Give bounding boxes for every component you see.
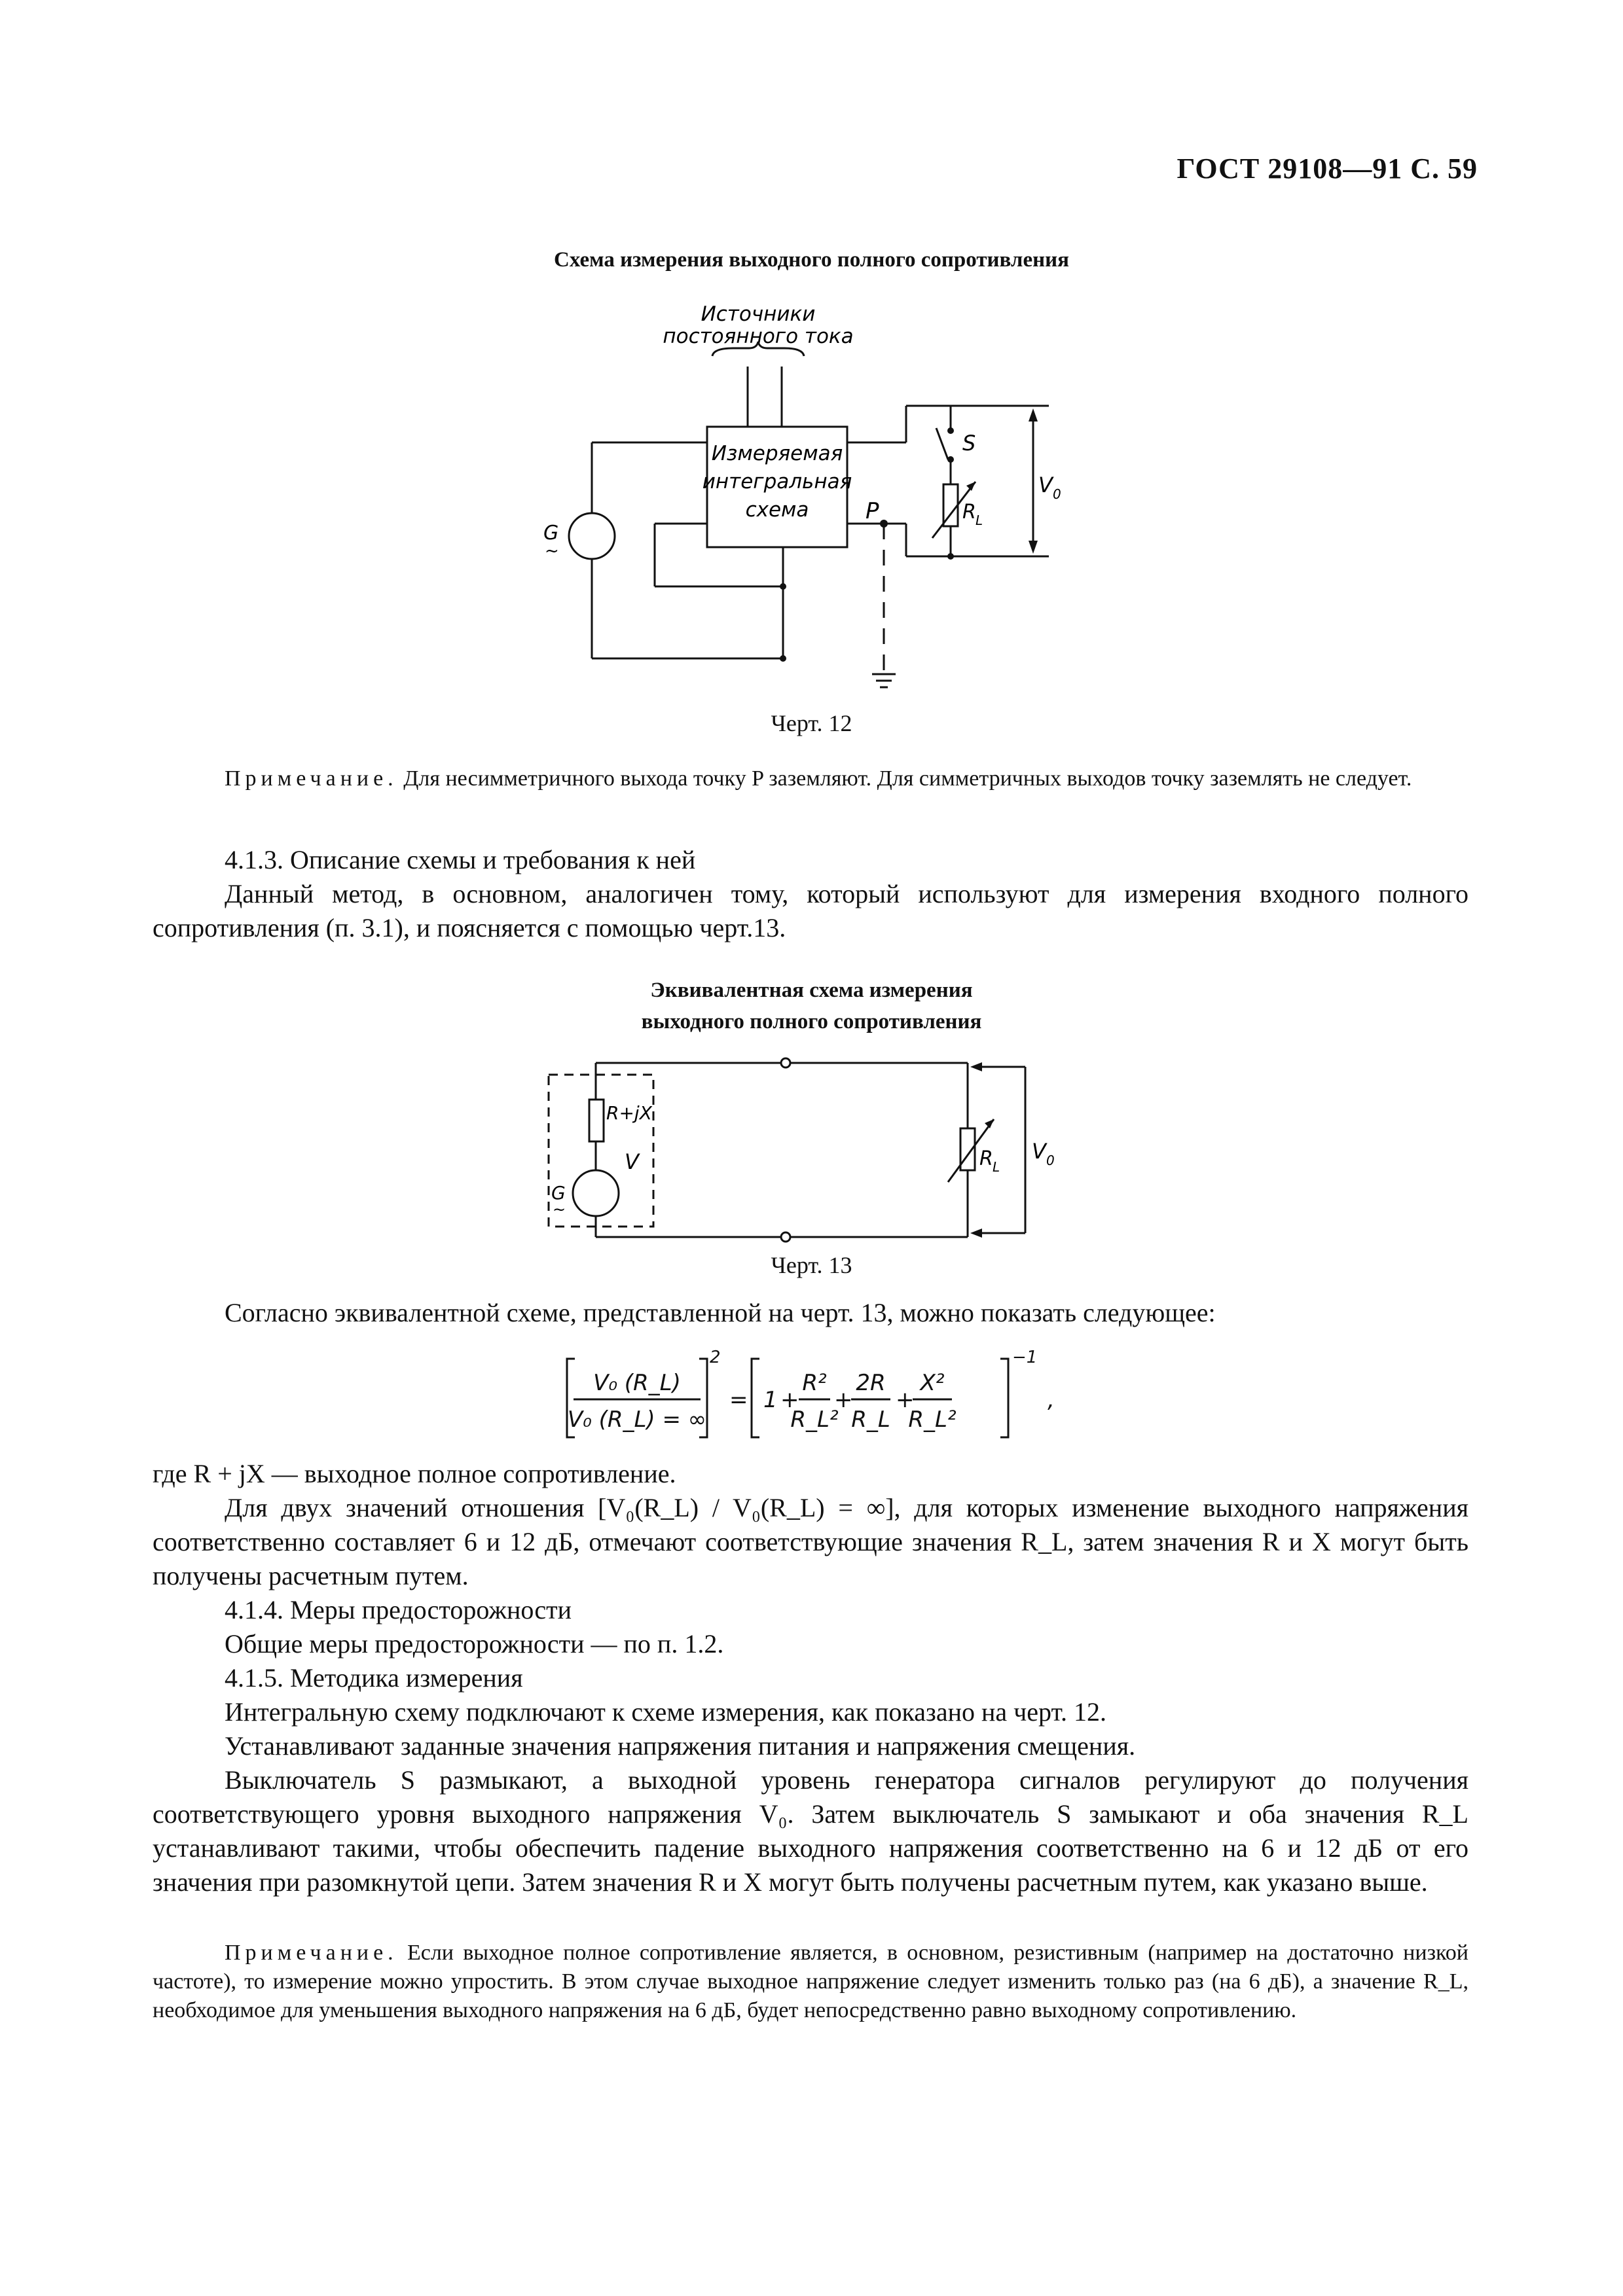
sources-label-2: постоянного тока — [663, 325, 854, 348]
formula-one: 1 — [763, 1387, 778, 1413]
section-413-heading: 4.1.3. Описание схемы и требования к ней — [225, 845, 696, 874]
label-RL-13: R — [979, 1147, 993, 1170]
block-line-3: схема — [745, 498, 809, 522]
figure-13-title-2: выходного полного сопротивления — [641, 1010, 982, 1033]
figure-12-title: Схема измерения выходного полного сопротивления — [554, 248, 1069, 272]
note-2-text: Если выходное полное сопротивление является, в основном, резистивным (например на достаточно низкой частоте), то измерение можно упростить. В этом случае выходное напряжение следует изменить только раз (на 6 дБ), а значение R_L, необходимое для уменьшения выходного напряжения на 6 дБ, будет непосредственно равно выходному сопротивлению. — [153, 1941, 1468, 2022]
sources-label-1: Источники — [701, 302, 816, 326]
label-S: S — [962, 431, 976, 456]
block-line-2: интегральная — [702, 470, 852, 493]
section-415-line-2: Устанавливают заданные значения напряжения питания и напряжения смещения. — [225, 1731, 1136, 1761]
t1-denominator: R_L² — [790, 1407, 839, 1433]
label-RL: R — [962, 501, 976, 524]
note-1-text: Для несимметричного выхода точку P заземляют. Для симметричных выходов точку заземлять не следует. — [397, 766, 1412, 791]
note-1-label: Примечание. — [225, 766, 398, 791]
rhs-exponent: −1 — [1012, 1348, 1038, 1367]
plus-sign-1: + — [780, 1387, 799, 1413]
figure-13-caption: Черт. 13 — [771, 1252, 852, 1278]
t3-numerator: X² — [920, 1370, 945, 1396]
label-G: G — [543, 522, 559, 545]
section-414-body: Общие меры предосторожности — по п. 1.2. — [225, 1629, 724, 1659]
para-ratio: Для двух значений отношения [V₀(R_L) / V₀(R_L) = ∞], для которых изменение выходного напряжения соответственно составляет 6 и 12 дБ, отмечают соответствующие значения R_L, затем значения R и X могут быть получены расчетным путем. — [153, 1493, 1468, 1590]
section-413-body: Данный метод, в основном, аналогичен тому, который используют для измерения входного полного сопротивления (п. 3.1), и поясняется с помощью черт.13. — [153, 879, 1468, 942]
label-V0: V — [1038, 473, 1053, 497]
t1-numerator: R² — [802, 1370, 827, 1396]
tilde-icon-13: ~ — [553, 1200, 566, 1219]
figure-13-title-1: Эквивалентная схема измерения — [650, 978, 973, 1002]
figure-12-caption: Черт. 12 — [771, 710, 852, 736]
equals-sign: = — [729, 1387, 748, 1413]
formula — [563, 1348, 1074, 1446]
t2-numerator: 2R — [856, 1370, 886, 1396]
where-line: где R + jX — выходное полное сопротивление. — [153, 1459, 676, 1488]
label-V: V — [625, 1149, 639, 1174]
figure-12-diagram — [511, 288, 1100, 694]
label-G-13: G — [551, 1182, 566, 1204]
section-415-para: Выключатель S размыкают, а выходной уровень генератора сигналов регулируют до получения соответствующего уровня выходного напряжения V₀. Затем выключатель S замыкают и оба значения R_L устанавливают такими, чтобы обеспечить падение выходного напряжения соответственно на 6 и 12 дБ от его значения при разомкнутой цепи. Затем значения R и X могут быть получены расчетным путем, как указано выше. — [153, 1765, 1468, 1897]
lhs-numerator: V₀ (R_L) — [593, 1370, 681, 1396]
label-P: P — [866, 498, 879, 524]
t2-denominator: R_L — [851, 1407, 890, 1433]
label-RL-sub: L — [976, 512, 983, 528]
plus-sign-2: + — [834, 1387, 853, 1413]
t3-denominator: R_L² — [908, 1407, 957, 1433]
label-V0-13: V — [1032, 1139, 1046, 1164]
figure-13-diagram — [537, 1054, 1074, 1244]
note-1 — [153, 764, 1468, 793]
tilde-icon: ~ — [545, 541, 559, 561]
label-RjX: R+jX — [606, 1102, 652, 1124]
lhs-denominator: V₀ (R_L) = ∞ — [567, 1407, 707, 1433]
label-RL-sub-13: L — [993, 1159, 1000, 1175]
formula-intro: Согласно эквивалентной схеме, представленной на черт. 13, можно показать следующее: — [225, 1298, 1216, 1327]
section-415-line-1: Интегральную схему подключают к схеме измерения, как показано на черт. 12. — [225, 1697, 1106, 1727]
block-line-1: Измеряемая — [711, 442, 843, 465]
lhs-exponent: 2 — [710, 1348, 721, 1367]
page-header: ГОСТ 29108—91 С. 59 — [1176, 152, 1478, 185]
formula-comma: , — [1048, 1387, 1055, 1413]
note-2 — [153, 1939, 1468, 2025]
section-414-heading: 4.1.4. Меры предосторожности — [225, 1595, 572, 1624]
note-2-label: Примечание. — [225, 1941, 398, 1965]
plus-sign-3: + — [896, 1387, 915, 1413]
section-415-heading: 4.1.5. Методика измерения — [225, 1663, 523, 1693]
label-V0-sub: 0 — [1053, 486, 1061, 502]
label-V0-sub-13: 0 — [1046, 1153, 1055, 1168]
